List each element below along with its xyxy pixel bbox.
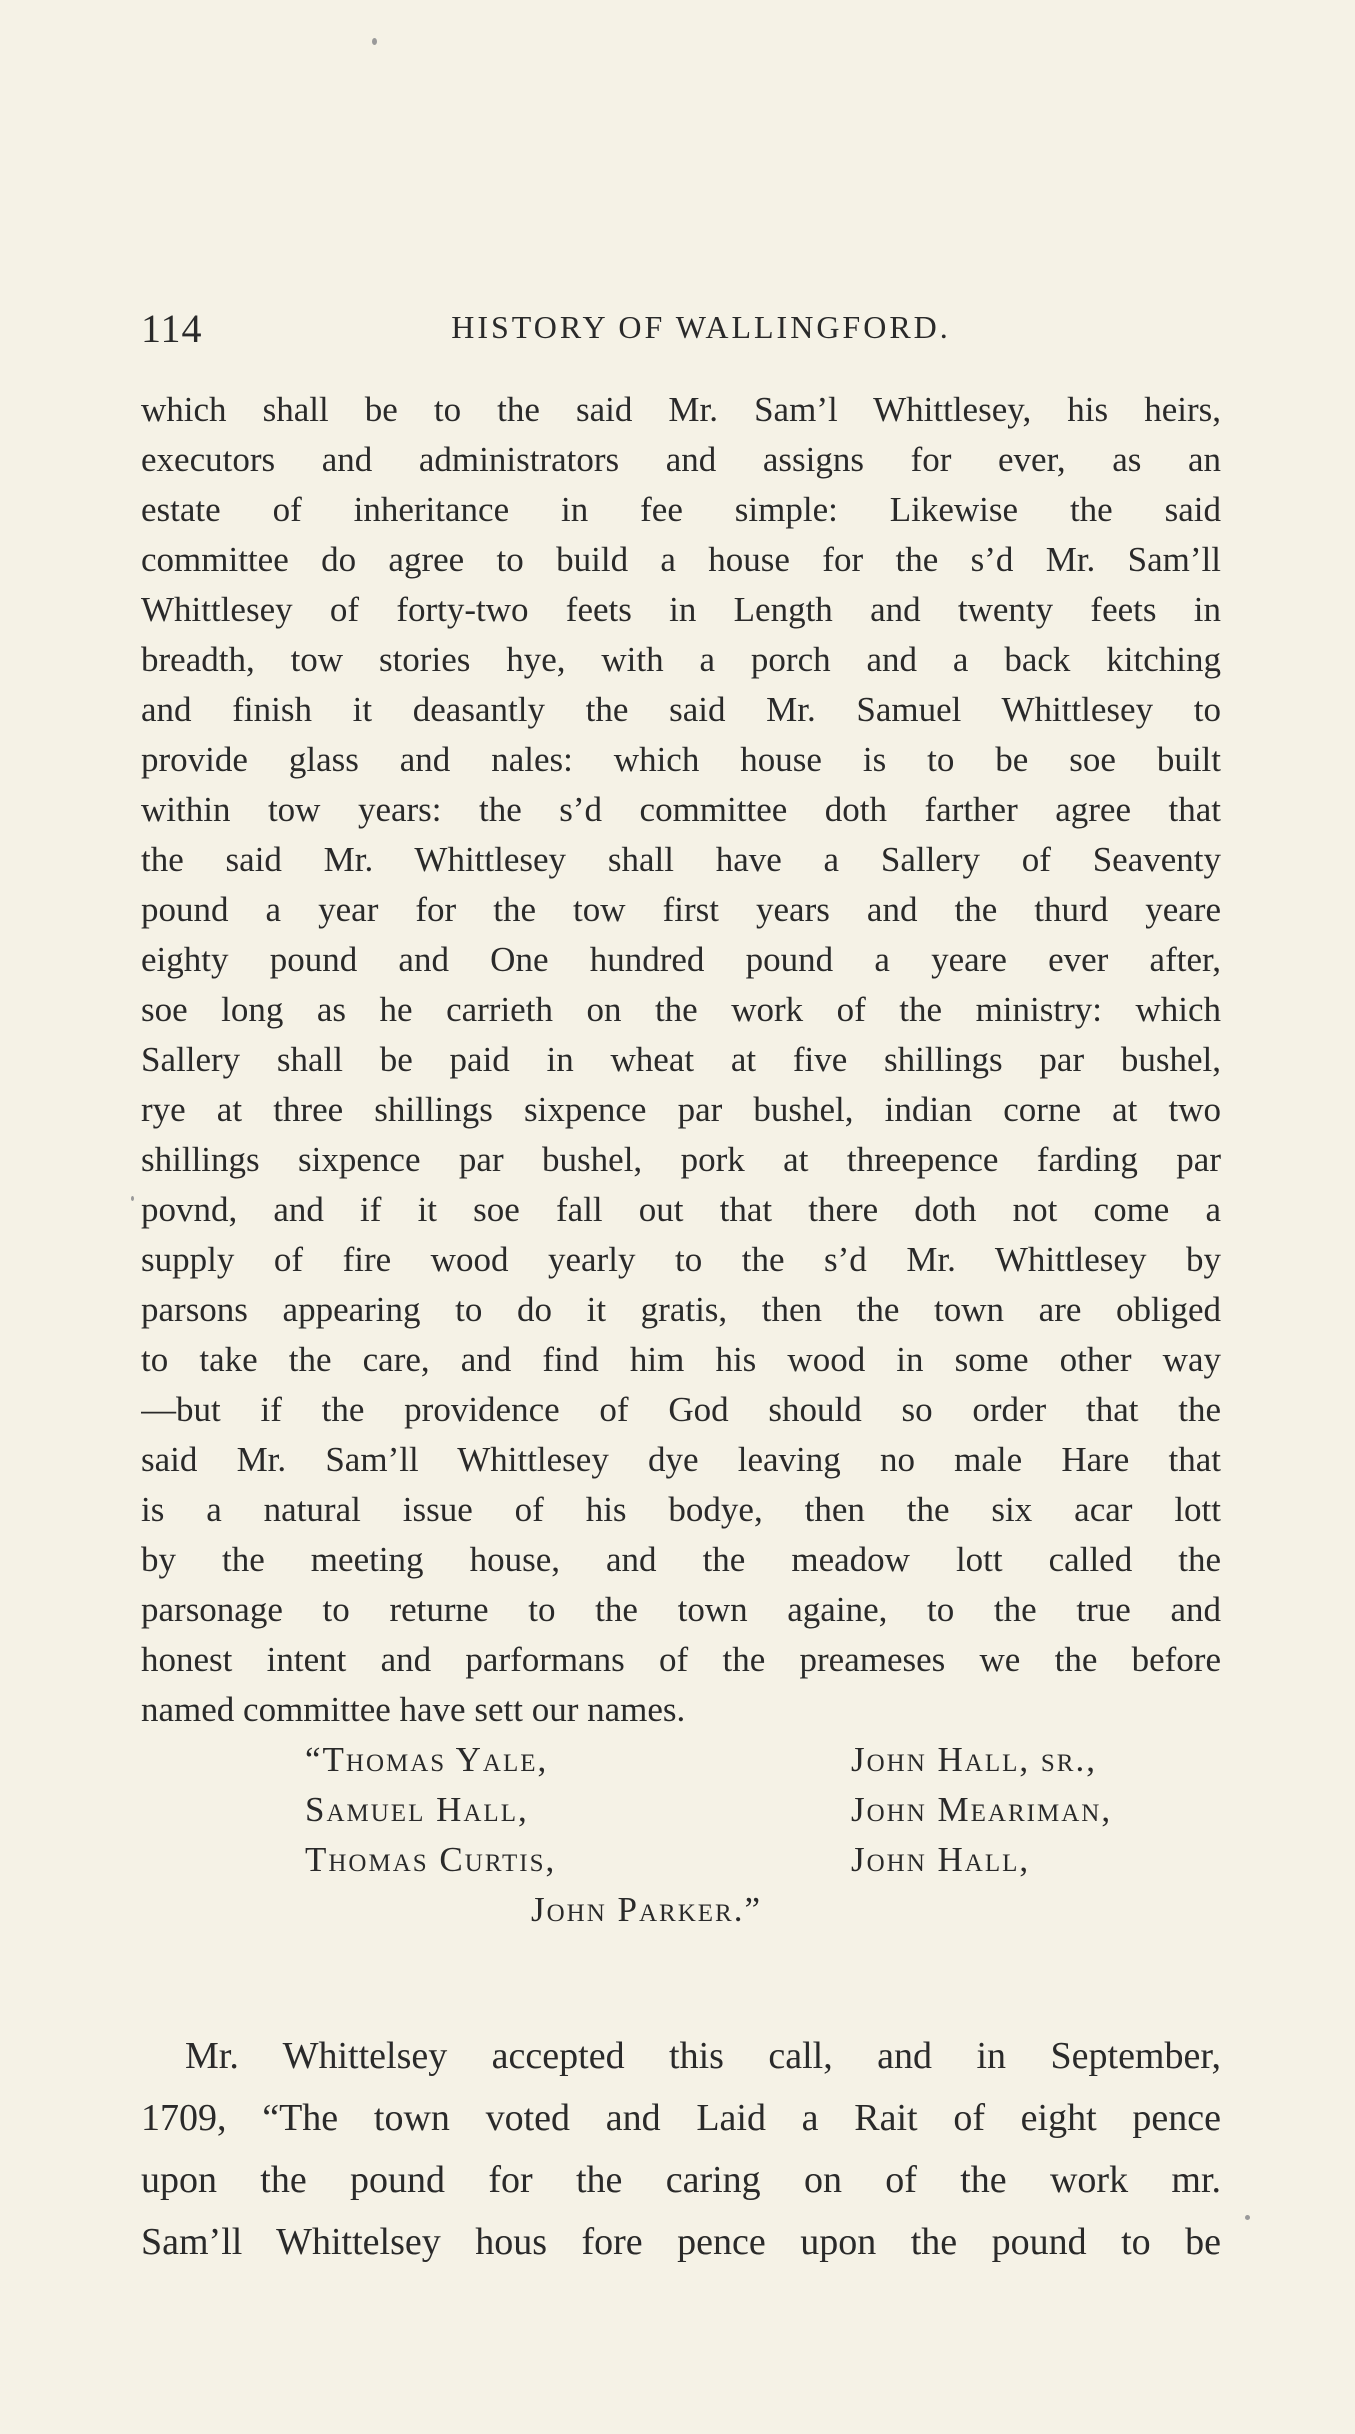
- page-number: 114: [141, 306, 203, 351]
- text-line: soe long as he carrieth on the work of the ministry: which: [141, 990, 1221, 1029]
- signature-name: John Hall,: [851, 1840, 1031, 1879]
- text-line: honest intent and parformans of the preameses we the before: [141, 1640, 1221, 1679]
- text-line: which shall be to the said Mr. Sam’l Whittlesey, his heirs,: [141, 390, 1221, 429]
- text-line: pound a year for the tow first years and the thurd yeare: [141, 890, 1221, 929]
- text-line: by the meeting house, and the meadow lott called the: [141, 1540, 1221, 1579]
- signature-row: [141, 1735, 1221, 1785]
- text-line: breadth, tow stories hye, with a porch and a back kitching: [141, 640, 1221, 679]
- text-line: Mr. Whittelsey accepted this call, and in September,: [185, 2035, 1221, 2077]
- text-line: within tow years: the s’d committee doth farther agree that: [141, 790, 1221, 829]
- signature-row: [141, 1835, 1221, 1885]
- text-line: the said Mr. Whittlesey shall have a Sallery of Seaventy: [141, 840, 1221, 879]
- text-line: eighty pound and One hundred pound a yeare ever after,: [141, 940, 1221, 979]
- text-line: shillings sixpence par bushel, pork at threepence farding par: [141, 1140, 1221, 1179]
- page-speck: [131, 1196, 134, 1201]
- signature-name: John Parker.”: [531, 1890, 763, 1929]
- text-line: povnd, and if it soe fall out that there doth not come a: [141, 1190, 1221, 1229]
- page-speck: [1245, 2215, 1250, 2220]
- text-line: committee do agree to build a house for the s’d Mr. Sam’ll: [141, 540, 1221, 579]
- signature-name: John Meariman,: [851, 1790, 1113, 1829]
- text-line: and finish it deasantly the said Mr. Samuel Whittlesey to: [141, 690, 1221, 729]
- text-line: executors and administrators and assigns for ever, as an: [141, 440, 1221, 479]
- paragraph-committee-agreement: [141, 385, 1221, 1735]
- text-line: upon the pound for the caring on of the work mr.: [141, 2159, 1221, 2201]
- text-line: estate of inheritance in fee simple: Likewise the said: [141, 490, 1221, 529]
- text-line: provide glass and nales: which house is to be soe built: [141, 740, 1221, 779]
- text-line: named committee have sett our names.: [141, 1690, 686, 1729]
- text-line: Sallery shall be paid in wheat at five shillings par bushel,: [141, 1040, 1221, 1079]
- text-line: to take the care, and find him his wood in some other way: [141, 1340, 1221, 1379]
- page-speck: [372, 38, 377, 45]
- text-line: Whittlesey of forty-two feets in Length and twenty feets in: [141, 590, 1221, 629]
- page-header: [141, 305, 1221, 355]
- signature-name: Samuel Hall,: [305, 1790, 529, 1829]
- signature-name: Thomas Curtis,: [305, 1840, 557, 1879]
- signature-row: [141, 1885, 1221, 1935]
- text-line: rye at three shillings sixpence par bushel, indian corne at two: [141, 1090, 1221, 1129]
- paragraph-acceptance: [141, 2025, 1221, 2273]
- signature-block: [141, 1735, 1221, 1935]
- text-line: parsons appearing to do it gratis, then the town are obliged: [141, 1290, 1221, 1329]
- text-line: is a natural issue of his bodye, then the six acar lott: [141, 1490, 1221, 1529]
- signature-row: [141, 1785, 1221, 1835]
- text-line: supply of fire wood yearly to the s’d Mr. Whittlesey by: [141, 1240, 1221, 1279]
- text-line: parsonage to returne to the town againe, to the true and: [141, 1590, 1221, 1629]
- text-line: 1709, “The town voted and Laid a Rait of eight pence: [141, 2097, 1221, 2139]
- signature-name: John Hall, sr.,: [851, 1740, 1097, 1779]
- text-line: —but if the providence of God should so order that the: [141, 1390, 1221, 1429]
- running-title: HISTORY OF WALLINGFORD.: [451, 309, 951, 345]
- text-line: Sam’ll Whittelsey hous fore pence upon the pound to be: [141, 2221, 1221, 2263]
- signature-name: “Thomas Yale,: [305, 1740, 549, 1779]
- text-line: said Mr. Sam’ll Whittlesey dye leaving no male Hare that: [141, 1440, 1221, 1479]
